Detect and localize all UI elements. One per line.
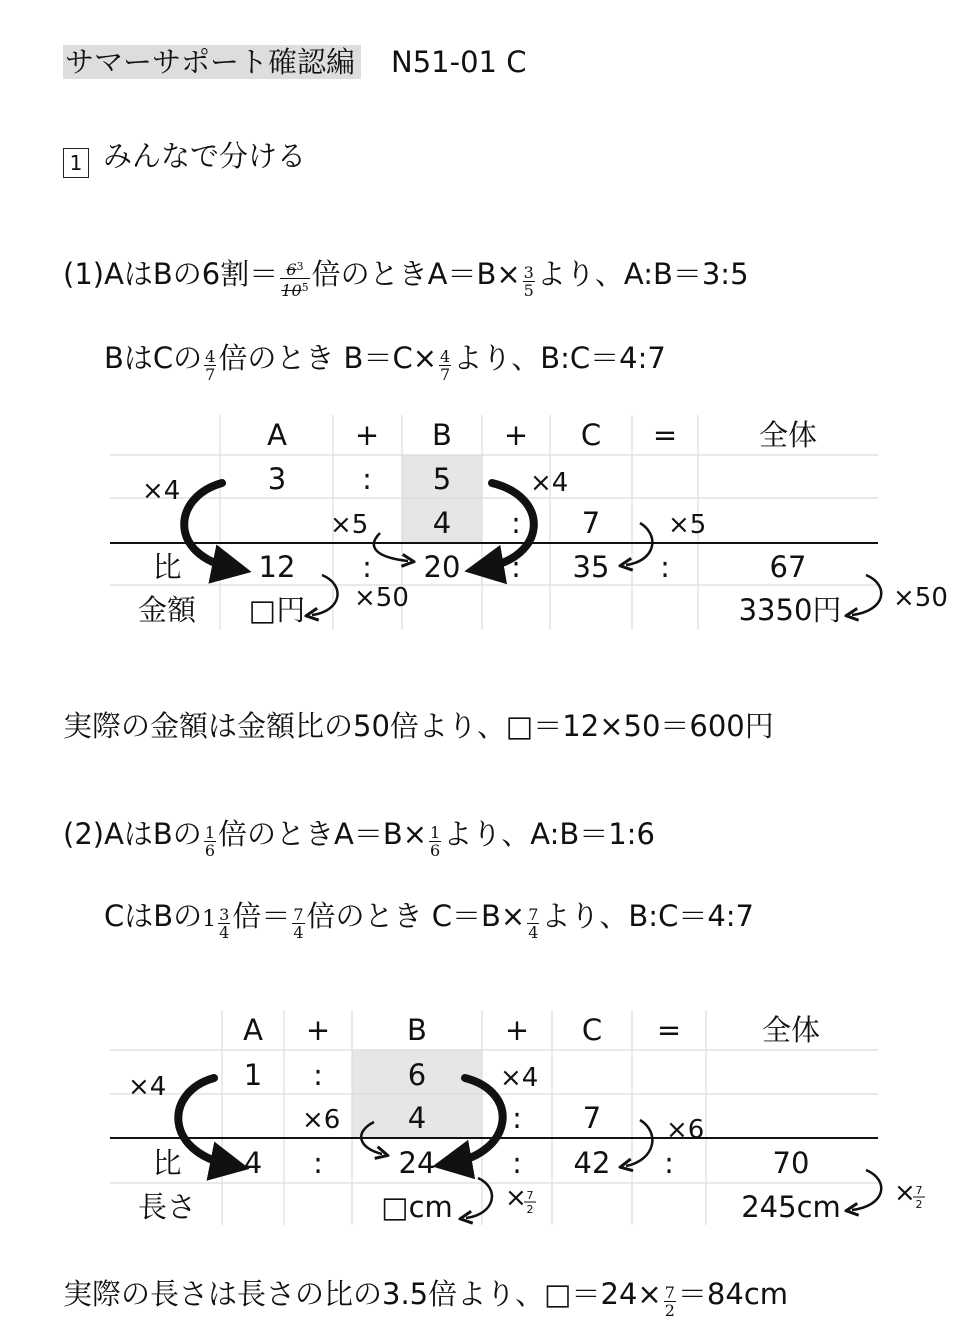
header-c: C xyxy=(580,418,602,452)
header-a: A xyxy=(267,418,287,452)
fraction xyxy=(280,258,309,299)
cell: : xyxy=(313,1146,323,1180)
small-arrow-icon xyxy=(312,575,338,615)
text-segment: より、B:C＝4:7 xyxy=(453,341,666,375)
cell: 12 xyxy=(258,550,296,584)
fraction: $\frac{4}{7}$ xyxy=(440,347,451,384)
mixed-whole: 1 xyxy=(202,907,217,932)
frac-den-reduced: 5 xyxy=(301,281,309,294)
fraction: $\frac{4}{7}$ xyxy=(205,347,216,384)
text-segment: より、A:B＝1:6 xyxy=(443,817,655,851)
text-segment: 倍のときA＝B× xyxy=(311,257,521,291)
cell: : xyxy=(511,550,521,584)
cell: 42 xyxy=(573,1146,611,1180)
cell: 4 xyxy=(243,1146,263,1180)
problem2-conclusion xyxy=(63,1272,788,1319)
multiplier-label: ×4 xyxy=(500,1063,539,1093)
cell: : xyxy=(511,506,521,540)
document-code: N51-01 C xyxy=(391,45,527,79)
cell: : xyxy=(512,1101,522,1135)
ratio-table-2 xyxy=(0,1000,977,1240)
text-segment: 倍のとき C＝B× xyxy=(306,899,526,933)
multiplier-label: ×50 xyxy=(893,583,948,613)
text-segment: 実際の長さは長さの比の3.5倍より、□＝24× xyxy=(63,1277,662,1311)
fraction: $\frac{7}{2}$ xyxy=(664,1283,675,1320)
header-b: B xyxy=(407,1013,427,1047)
curved-arrow-icon xyxy=(484,483,534,568)
cell: 3350円 xyxy=(738,593,842,627)
cell: : xyxy=(660,550,670,584)
multiplier-label: × xyxy=(505,1183,527,1213)
fraction: $\frac{3}{5}$ xyxy=(523,263,534,300)
row-label-length: 長さ xyxy=(137,1190,197,1224)
cell: 245cm xyxy=(741,1190,841,1224)
multiplier-label: ×5 xyxy=(330,510,369,540)
frac-num: 7 xyxy=(526,1189,534,1202)
small-arrow-icon xyxy=(626,1120,652,1166)
header-b: B xyxy=(432,418,452,452)
cell: : xyxy=(313,1058,323,1092)
cell: : xyxy=(362,462,372,496)
header xyxy=(63,36,526,88)
problem2-line1 xyxy=(63,812,655,859)
cell: □円 xyxy=(248,593,306,627)
fraction: $\frac{1}{6}$ xyxy=(430,823,441,860)
problem1-line2 xyxy=(104,336,666,383)
header-plus: + xyxy=(305,1013,331,1047)
multiplier-label: ×50 xyxy=(354,583,409,613)
cell: 20 xyxy=(423,550,461,584)
frac-den: 10 xyxy=(281,281,302,300)
section-title-text: みんなで分ける xyxy=(103,139,307,173)
problem1-conclusion: 実際の金額は金額比の50倍より、□＝12×50＝600円 xyxy=(63,709,774,743)
header-a: A xyxy=(243,1013,263,1047)
text-segment: (2)AはBの xyxy=(63,817,202,851)
small-arrow-icon xyxy=(466,1178,492,1218)
cell: 6 xyxy=(407,1058,427,1092)
cell: 67 xyxy=(769,550,807,584)
fraction: $\frac{7}{4}$ xyxy=(293,905,304,942)
text-segment: より、B:C＝4:7 xyxy=(541,899,754,933)
text-segment: より、A:B＝3:5 xyxy=(536,257,749,291)
cell: 4 xyxy=(432,506,452,540)
frac-den: 2 xyxy=(915,1198,923,1211)
header-total: 全体 xyxy=(761,1013,821,1047)
header-equals: = xyxy=(652,418,678,452)
cell: 70 xyxy=(772,1146,810,1180)
curved-arrow-icon xyxy=(184,483,232,568)
header-total: 全体 xyxy=(758,418,818,452)
header-equals: = xyxy=(656,1013,682,1047)
multiplier-label: ×4 xyxy=(142,476,181,506)
document-title: サマーサポート確認編 xyxy=(63,45,361,79)
problem1-line1 xyxy=(63,252,749,299)
row-label-amount: 金額 xyxy=(137,593,197,627)
text-segment: BはCの xyxy=(104,341,203,375)
header-plus: + xyxy=(503,418,529,452)
cell: □cm xyxy=(381,1190,453,1224)
row-label-ratio: 比 xyxy=(152,1146,182,1180)
section-number: 1 xyxy=(63,148,89,178)
header-plus: + xyxy=(354,418,380,452)
problem2-line2 xyxy=(104,894,754,941)
text-segment: CはBの xyxy=(104,899,203,933)
frac-num: 7 xyxy=(915,1184,923,1197)
cell: 7 xyxy=(582,1101,602,1135)
cell: 24 xyxy=(398,1146,436,1180)
text-segment: 倍＝ xyxy=(232,899,291,933)
multiplier-label: ×6 xyxy=(666,1115,705,1145)
multiplier-label: ×4 xyxy=(128,1072,167,1102)
frac-num-reduced: 3 xyxy=(296,260,304,273)
cell: : xyxy=(664,1146,674,1180)
small-arrow-icon xyxy=(852,575,881,615)
multiplier-label: ×6 xyxy=(302,1105,341,1135)
section-title xyxy=(63,134,306,178)
text-segment: (1)AはBの6割＝ xyxy=(63,257,279,291)
fraction: $\frac{1}{6}$ xyxy=(204,823,215,860)
cell: 4 xyxy=(407,1101,427,1135)
fraction: $\frac{3}{4}$ xyxy=(219,905,230,942)
header-c: C xyxy=(581,1013,603,1047)
small-arrow-icon xyxy=(852,1170,881,1210)
cell: 5 xyxy=(432,462,452,496)
cell: : xyxy=(362,550,372,584)
frac-num: 6 xyxy=(286,260,297,279)
header-plus: + xyxy=(504,1013,530,1047)
cell: 35 xyxy=(572,550,610,584)
row-label-ratio: 比 xyxy=(152,550,182,584)
fraction: $\frac{7}{4}$ xyxy=(528,905,539,942)
ratio-table-1 xyxy=(0,405,977,645)
text-segment: ＝84cm xyxy=(677,1277,789,1311)
multiplier-label: ×4 xyxy=(530,468,569,498)
cell: 7 xyxy=(581,506,601,540)
cell: 3 xyxy=(267,462,287,496)
frac-den: 2 xyxy=(526,1203,534,1216)
text-segment: 倍のときA＝B× xyxy=(218,817,428,851)
multiplier-label: ×5 xyxy=(668,510,707,540)
text-segment: 倍のとき B＝C× xyxy=(218,341,438,375)
multiplier-label: × xyxy=(894,1178,916,1208)
cell: : xyxy=(512,1146,522,1180)
cell: 1 xyxy=(243,1058,263,1092)
